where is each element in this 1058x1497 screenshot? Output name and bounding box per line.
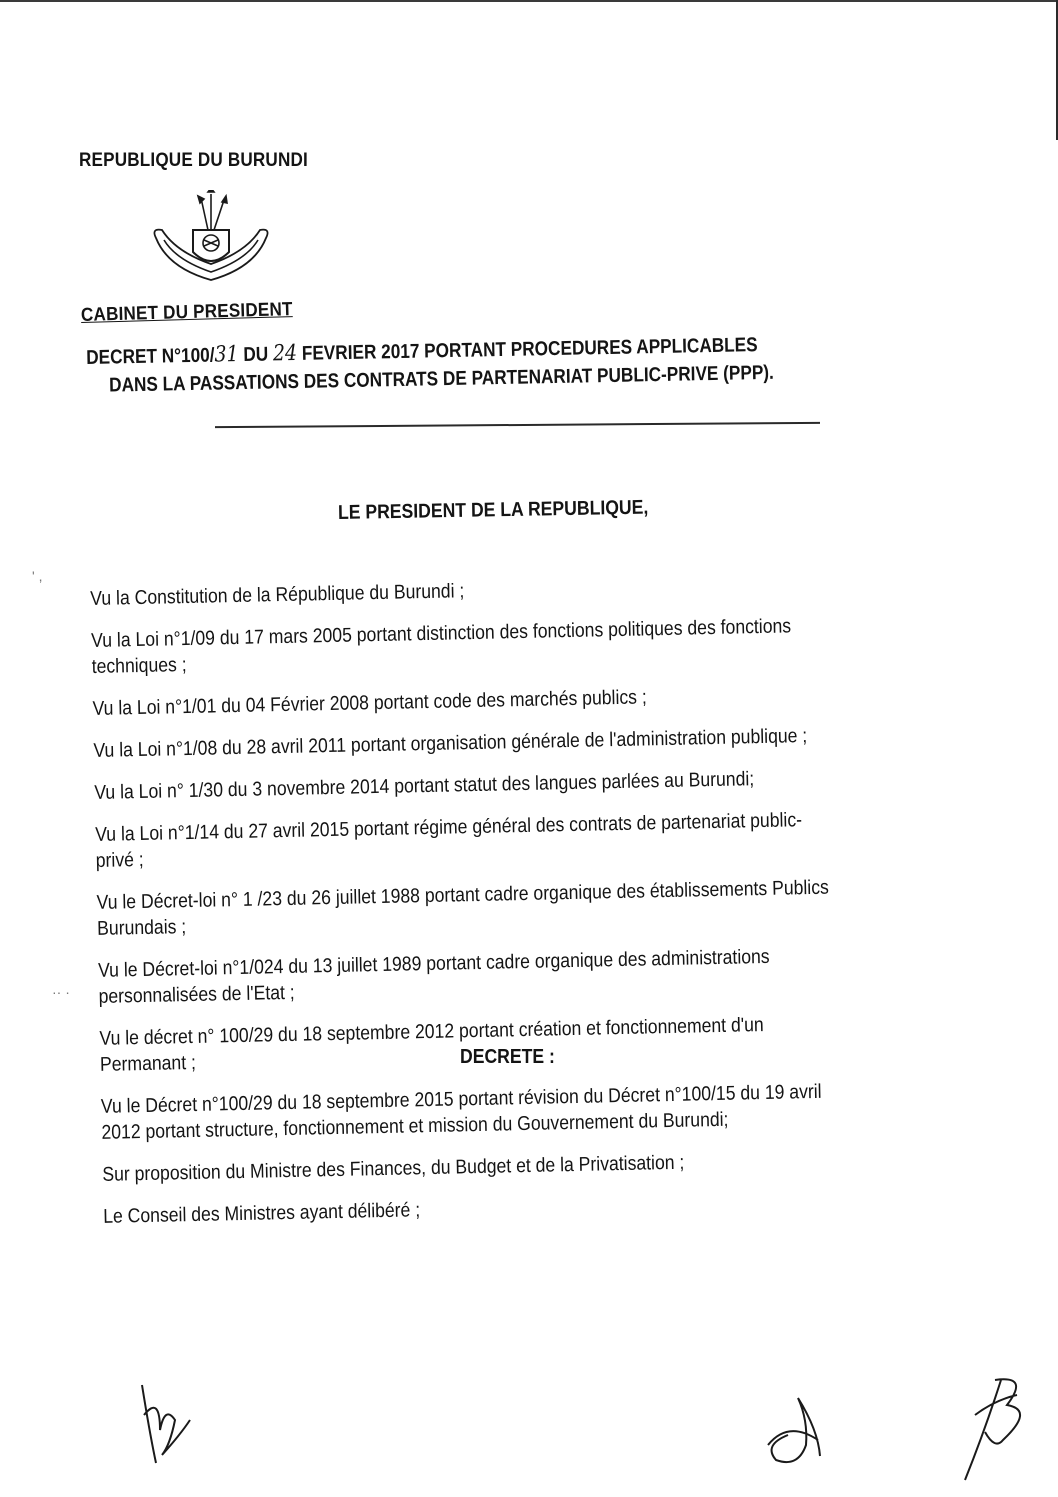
title-underline-rule [215, 422, 820, 428]
decree-title-rest: FEVRIER 2017 PORTANT PROCEDURES APPLICABLES [296, 334, 758, 365]
decrete-heading: DECRETE : [460, 1046, 555, 1068]
visa-item: Vu la Constitution de la République du Burundi ; [90, 580, 465, 610]
visa-list [90, 565, 1058, 1230]
decree-title-line-2: DANS LA PASSATIONS DES CONTRATS DE PARTENARIAT PUBLIC-PRIVE (PPP). [108, 361, 775, 397]
visa-item: Vu le Décret n°100/29 du 18 septembre 2015 portant révision du Décret n°100/15 du 19 avril 2012 portant structure, fonctionnement et mission du Gouvernement du Burundi; [100, 1080, 822, 1144]
visa-item: Vu le Décret-loi n°1/024 du 13 juillet 1989 portant cadre organique des administrations personnalisées de l'Etat ; [97, 945, 770, 1008]
decree-title [86, 326, 1027, 400]
visa-item: Vu la Loi n°1/14 du 27 avril 2015 portant régime général des contrats de partenariat public- privé ; [94, 809, 803, 872]
visa-item: Le Conseil des Ministres ayant délibéré ; [102, 1199, 421, 1228]
visa-item: Vu la Loi n°1/08 du 28 avril 2011 portant organisation générale de l'administration publique ; [93, 725, 808, 762]
president-heading: LE PRESIDENT DE LA REPUBLIQUE, [337, 496, 649, 524]
coat-of-arms-seal [146, 190, 276, 300]
scan-speck: ' , [32, 568, 43, 584]
republic-heading: REPUBLIQUE DU BURUNDI [79, 150, 308, 171]
cabinet-heading: CABINET DU PRESIDENT [80, 299, 293, 326]
initials-signature-left [130, 1375, 200, 1470]
initials-signature-middle [758, 1390, 838, 1470]
decree-du: DU [238, 343, 274, 367]
visa-item: Vu la Loi n° 1/30 du 3 novembre 2014 portant statut des langues parlées au Burundi; [94, 768, 755, 804]
visa-item: Vu la Loi n°1/01 du 04 Février 2008 portant code des marchés publics ; [92, 686, 647, 720]
scan-speck: ·· · [52, 984, 70, 1000]
scan-top-edge [0, 0, 1058, 2]
initials-signature-right [955, 1370, 1035, 1485]
visa-item: Sur proposition du Ministre des Finances, du Budget et de la Privatisation ; [102, 1151, 685, 1186]
visa-item: Vu le décret n° 100/29 du 18 septembre 2012 portant création et fonctionnement d'un Permanant ; [99, 1013, 764, 1076]
decree-day-handwritten: 24 [272, 340, 298, 367]
decree-prefix: DECRET N°100/ [86, 344, 215, 369]
visa-item: Vu la Loi n°1/09 du 17 mars 2005 portant distinction des fonctions politiques des fonctions techniques ; [90, 615, 792, 678]
visa-item: Vu le Décret-loi n° 1 /23 du 26 juillet 1988 portant cadre organique des établissements Publics Burundais ; [96, 876, 830, 940]
decree-number-handwritten: 31 [214, 342, 239, 368]
